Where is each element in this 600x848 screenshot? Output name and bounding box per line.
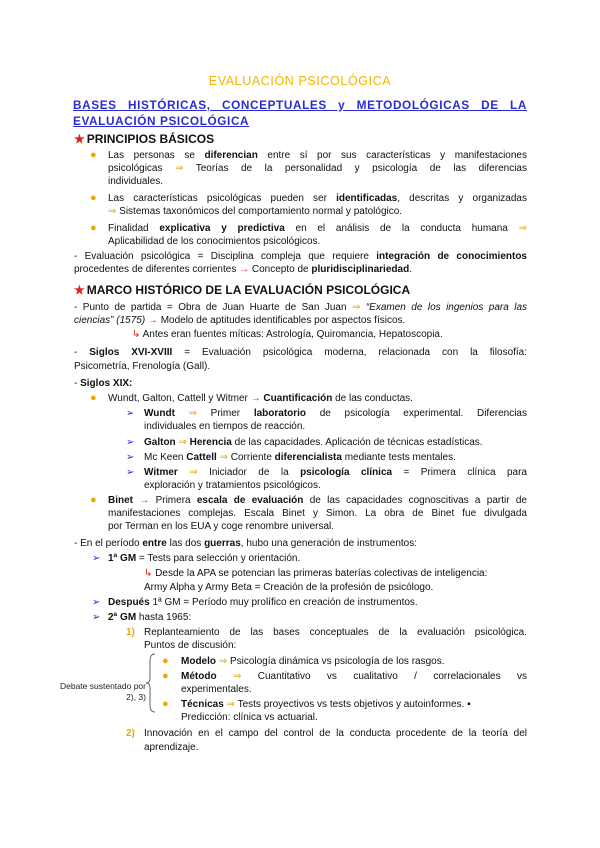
numbered-line: Innovación en el campo del control de la conducta procedente de la teoría del bbox=[144, 728, 527, 739]
sub-item-line: exploración y tratamientos psicológicos. bbox=[144, 480, 321, 491]
star-icon: ★ bbox=[74, 132, 85, 146]
bullet-line: Las características psicológicas pueden ser identificadas, descritas y organizadas bbox=[108, 193, 527, 204]
arrowhead-bullet-icon: ➢ bbox=[126, 437, 135, 448]
star-icon: ★ bbox=[74, 283, 85, 297]
numbered-line: Replanteamiento de las bases conceptuales de la evaluación psicológica. bbox=[144, 627, 527, 638]
note-line: ↳ Antes eran fuentes míticas: Astrología, Quiromancia, Hepatoscopia. bbox=[132, 329, 443, 340]
list-number: 1) bbox=[126, 627, 135, 638]
paragraph-line: - Siglos XIX: bbox=[74, 378, 133, 389]
paragraph-line: - Evaluación psicológica = Disciplina compleja que requiere integración de conocimientos bbox=[74, 251, 527, 262]
sub-item-line: Después 1ª GM = Período muy prolífico en creación de instrumentos. bbox=[108, 597, 418, 608]
sub-item-line: individuales en tiempos de reacción. bbox=[144, 421, 306, 432]
paragraph-line: - Punto de partida = Obra de Juan Huarte de San Juan ⇒ “Examen de los ingenios para las bbox=[74, 302, 528, 313]
section-principios bbox=[74, 132, 214, 147]
section-title: MARCO HISTÓRICO DE LA EVALUACIÓN PSICOLÓGICA bbox=[86, 283, 411, 297]
bullet-icon: ● bbox=[90, 192, 97, 204]
sub-item-line: 1ª GM = Tests para selección y orientación. bbox=[108, 553, 301, 564]
paragraph-line: - Siglos XVI-XVIII = Evaluación psicológica moderna, relacionada con la filosofía: bbox=[74, 347, 528, 358]
paragraph-line: ciencias” (1575) → Modelo de aptitudes identificables por aspectos físicos. bbox=[74, 315, 406, 326]
sub-item-line: Mc Keen Cattell ⇒ Corriente diferencialista mediante tests mentales. bbox=[144, 452, 456, 463]
sub-item-line: Galton ⇒ Herencia de las capacidades. Aplicación de técnicas estadísticas. bbox=[144, 437, 483, 448]
bullet-line: por Terman en los EUA y coge renombre universal. bbox=[108, 521, 335, 532]
section-title: PRINCIPIOS BÁSICOS bbox=[86, 132, 215, 146]
paragraph-line: procedentes de diferentes corrientes → Concepto de pluridisciplinariedad. bbox=[74, 264, 412, 275]
arrowhead-bullet-icon: ➢ bbox=[126, 467, 135, 478]
sub-item-line: Wundt ⇒ Primer laboratorio de psicología experimental. Diferencias bbox=[144, 408, 527, 419]
sub-item-line: Witmer ⇒ Iniciador de la psicología clínica = Primera clínica para bbox=[144, 467, 528, 478]
discussion-line: Predicción: clínica vs actuarial. bbox=[181, 712, 318, 723]
numbered-line: aprendizaje. bbox=[144, 742, 199, 753]
bullet-line: psicológicas ⇒ Teorías de la personalidad y psicología de las diferencias bbox=[108, 163, 527, 174]
bullet-line: Binet → Primera escala de evaluación de las capacidades cognoscitivas a partir de bbox=[108, 495, 527, 506]
numbered-line: Puntos de discusión: bbox=[144, 640, 237, 651]
document-title: EVALUACIÓN PSICOLÓGICA bbox=[208, 74, 392, 88]
list-number: 2) bbox=[126, 728, 135, 739]
arrowhead-bullet-icon: ➢ bbox=[126, 452, 135, 463]
bullet-icon: ● bbox=[162, 655, 169, 667]
bullet-icon: ● bbox=[162, 698, 169, 710]
bullet-icon: ● bbox=[90, 149, 97, 161]
bullet-icon: ● bbox=[90, 392, 97, 404]
bullet-line: Finalidad explicativa y predictiva en el análisis de la conducta humana ⇒ bbox=[108, 223, 527, 234]
bullet-icon: ● bbox=[162, 670, 169, 682]
section-marco bbox=[74, 283, 410, 298]
main-heading: BASES HISTÓRICAS, CONCEPTUALES y METODOLÓGICAS DE LA EVALUACIÓN PSICOLÓGICA bbox=[73, 98, 527, 128]
bullet-line: ⇒ Sistemas taxonómicos del comportamiento normal y patológico. bbox=[108, 206, 403, 217]
bullet-line: individuales. bbox=[108, 176, 164, 187]
discussion-line: Modelo ⇒ Psicología dinámica vs psicología de los rasgos. bbox=[181, 656, 445, 667]
bullet-icon: ● bbox=[90, 222, 97, 234]
bullet-line: Wundt, Galton, Cattell y Witmer → Cuantificación de las conductas. bbox=[108, 393, 413, 404]
paragraph-line: - En el período entre las dos guerras, hubo una generación de instrumentos: bbox=[74, 538, 417, 549]
bullet-line: Las personas se diferencian entre sí por sus características y manifestaciones bbox=[108, 150, 527, 161]
discussion-line: Método ⇒ Cuantitativo vs cualitativo / correlacionales vs bbox=[181, 671, 528, 682]
side-note: Debate sustentado por 2), 3) bbox=[59, 681, 146, 702]
arrowhead-bullet-icon: ➢ bbox=[92, 597, 101, 608]
bullet-icon: ● bbox=[90, 494, 97, 506]
bullet-line: manifestaciones complejas. Escala Binet y Simon. La obra de Binet fue divulgada bbox=[108, 508, 527, 519]
paragraph-line: Psicometría, Frenología (Gall). bbox=[74, 361, 211, 372]
arrowhead-bullet-icon: ➢ bbox=[92, 553, 101, 564]
discussion-line: experimentales. bbox=[181, 684, 252, 695]
note-line: Army Alpha y Army Beta = Creación de la profesión de psicólogo. bbox=[144, 582, 434, 593]
discussion-line: Técnicas ⇒ Tests proyectivos vs tests objetivos y autoinformes. ▪ bbox=[181, 699, 471, 710]
arrowhead-bullet-icon: ➢ bbox=[126, 408, 135, 419]
sub-item-line: 2ª GM hasta 1965: bbox=[108, 612, 192, 623]
bullet-line: Aplicabilidad de los conocimientos psicológicos. bbox=[108, 236, 321, 247]
note-line: ↳ Desde la APA se potencian las primeras baterías colectivas de inteligencia: bbox=[144, 568, 488, 579]
arrowhead-bullet-icon: ➢ bbox=[92, 612, 101, 623]
brace-shape bbox=[146, 653, 156, 713]
